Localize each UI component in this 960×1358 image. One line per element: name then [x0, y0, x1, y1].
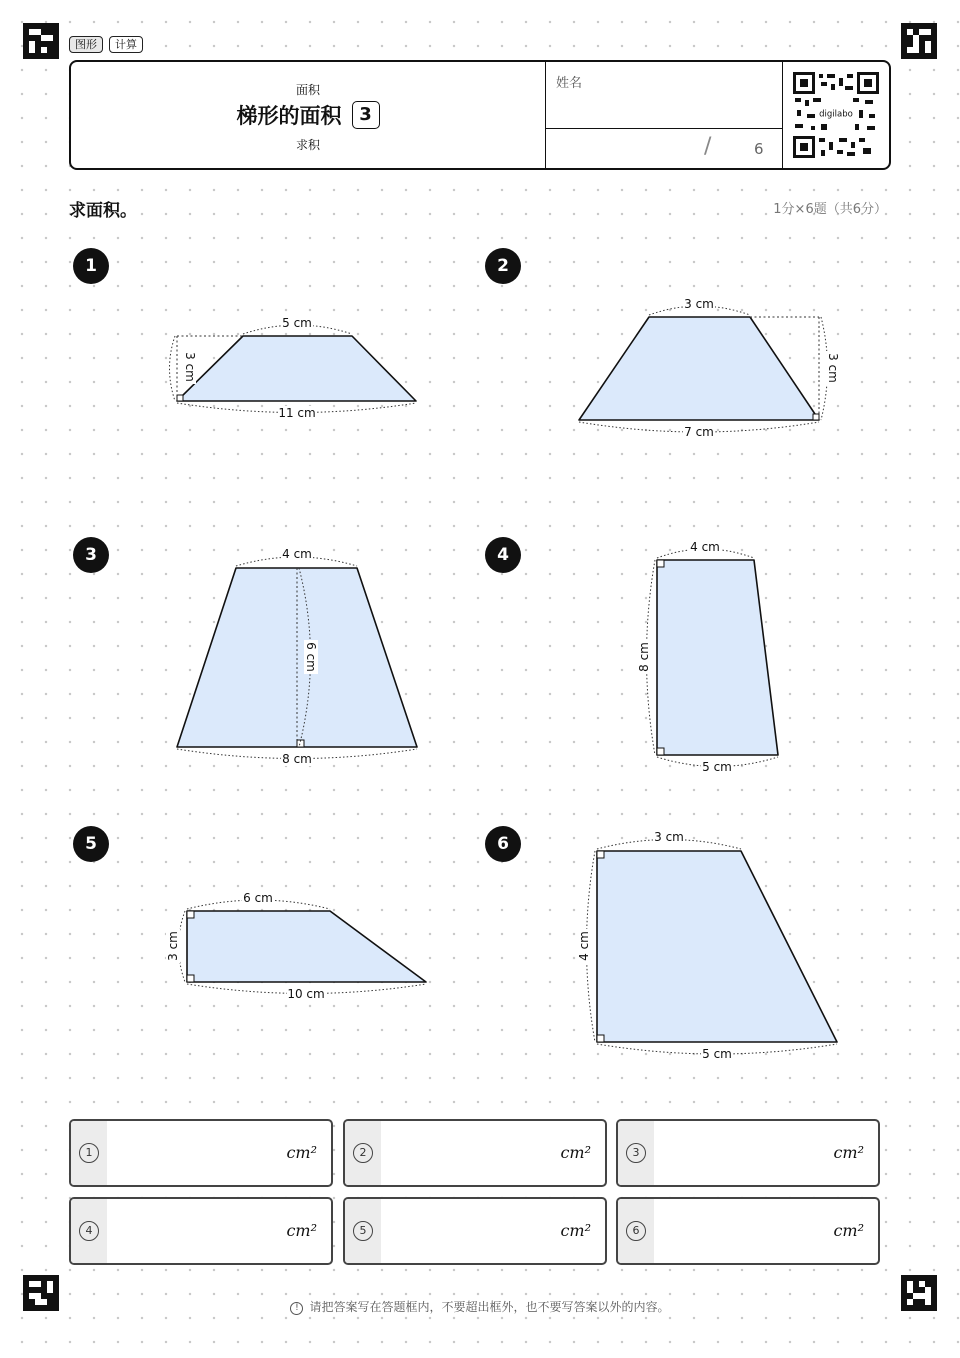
label-bottom-5: 10 cm — [287, 987, 325, 1001]
answer-box-1[interactable] — [69, 1119, 333, 1187]
trapezoid-shape-5 — [187, 911, 426, 982]
answer-box-2[interactable] — [343, 1119, 607, 1187]
footer-text: 请把答案写在答题框内，不要超出框外，也不要写答案以外的内容。 — [309, 1300, 670, 1314]
trapezoid-shape-3 — [177, 568, 417, 747]
answer-unit-5: cm² — [560, 1221, 591, 1240]
label-height-6: 4 cm — [577, 931, 591, 961]
answer-unit-1: cm² — [286, 1143, 317, 1162]
info-icon: ! — [290, 1302, 303, 1315]
answer-box-4[interactable] — [69, 1197, 333, 1265]
label-height-1: 3 cm — [183, 352, 197, 382]
subtitle-label: 求积 — [295, 138, 320, 152]
label-bottom-6: 5 cm — [702, 1047, 732, 1061]
label-top-4: 4 cm — [690, 540, 720, 554]
label-bottom-1: 11 cm — [278, 406, 316, 420]
question-number-3: 3 — [73, 537, 109, 573]
trapezoid-shape-4 — [657, 560, 778, 755]
trapezoid-figure-6 — [577, 830, 837, 1061]
score-slash: / — [704, 134, 712, 159]
trapezoid-shape-6 — [597, 851, 837, 1042]
label-height-2: 3 cm — [826, 353, 840, 383]
answer-unit-2: cm² — [560, 1143, 591, 1162]
answer-unit-4: cm² — [286, 1221, 317, 1240]
answer-number-4: 4 — [79, 1221, 99, 1241]
footer-note — [0, 1298, 960, 1315]
answer-number-6: 6 — [626, 1221, 646, 1241]
tag-calculation: 计算 — [109, 36, 143, 53]
question-number-6: 6 — [485, 826, 521, 862]
question-number-4: 4 — [485, 537, 521, 573]
name-label: 姓名 — [556, 76, 583, 91]
label-top-3: 4 cm — [282, 547, 312, 561]
qr-label: digilabo — [819, 109, 853, 120]
answer-unit-3: cm² — [833, 1143, 864, 1162]
category-label: 面积 — [295, 83, 320, 97]
answer-number-1: 1 — [79, 1143, 99, 1163]
question-number-5: 5 — [73, 826, 109, 862]
tag-geometry: 图形 — [69, 36, 103, 53]
answer-number-3: 3 — [626, 1143, 646, 1163]
instruction-text: 求面积。 — [69, 201, 137, 221]
score-total: 6 — [754, 140, 764, 158]
trapezoid-figure-5 — [166, 891, 426, 1001]
label-top-2: 3 cm — [684, 297, 714, 311]
points-info: 1分×6题（共6分） — [773, 202, 887, 217]
label-height-3: 6 cm — [304, 642, 318, 672]
answer-number-5: 5 — [353, 1221, 373, 1241]
answer-number-2: 2 — [353, 1143, 373, 1163]
label-height-4: 8 cm — [637, 642, 651, 672]
trapezoid-shape-2 — [579, 317, 819, 420]
label-top-1: 5 cm — [282, 316, 312, 330]
label-bottom-3: 8 cm — [282, 752, 312, 766]
trapezoid-shape-1 — [177, 336, 416, 401]
label-top-6: 3 cm — [654, 830, 684, 844]
answer-box-5[interactable] — [343, 1197, 607, 1265]
trapezoid-figure-4 — [637, 540, 778, 774]
answer-box-6[interactable] — [616, 1197, 880, 1265]
question-number-1: 1 — [73, 248, 109, 284]
title-text: 梯形的面积 — [236, 104, 342, 128]
question-number-2: 2 — [485, 248, 521, 284]
label-bottom-4: 5 cm — [702, 760, 732, 774]
answer-box-3[interactable] — [616, 1119, 880, 1187]
answer-unit-6: cm² — [833, 1221, 864, 1240]
worksheet-number: 3 — [352, 101, 380, 129]
label-top-5: 6 cm — [243, 891, 273, 905]
trapezoid-figure-3 — [177, 547, 417, 766]
trapezoid-figure-1 — [170, 316, 417, 420]
label-height-5: 3 cm — [166, 931, 180, 961]
trapezoid-figure-2 — [579, 297, 840, 439]
label-bottom-2: 7 cm — [684, 425, 714, 439]
